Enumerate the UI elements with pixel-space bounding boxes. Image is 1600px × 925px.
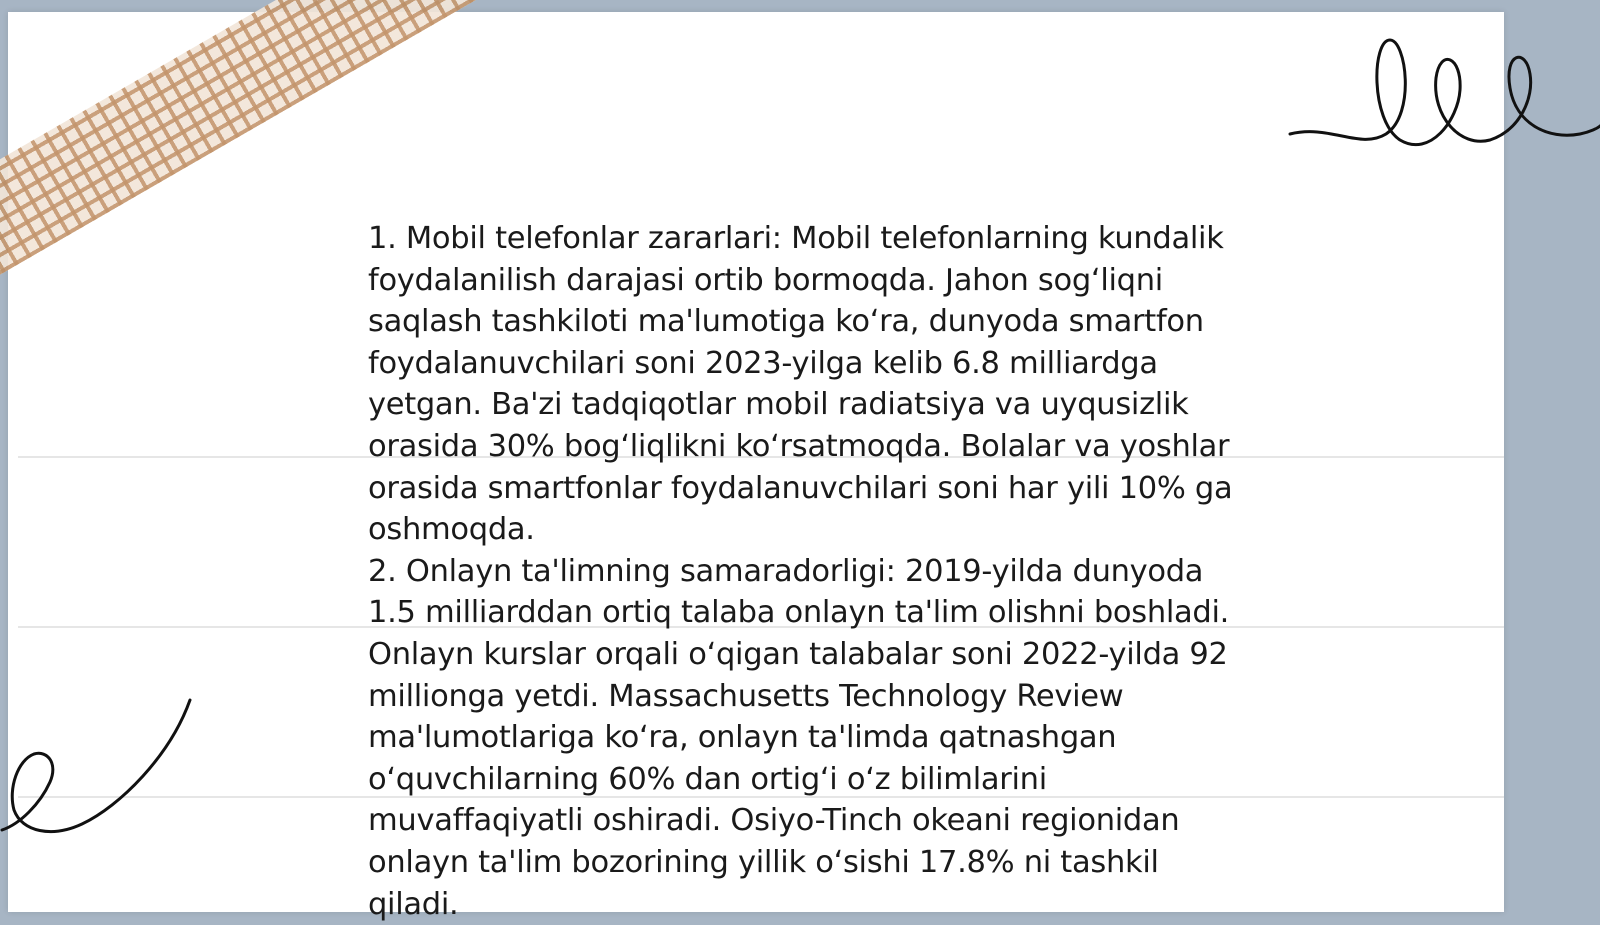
slide-body-text	[368, 218, 1248, 925]
loopy-scribble-icon	[1290, 28, 1600, 168]
loop-check-scribble-icon	[0, 696, 200, 846]
notebook-paper	[8, 12, 1504, 922]
paragraph-online-education: 2. Onlayn ta'limning samaradorligi: 2019-yilda dunyoda 1.5 milliarddan ortiq talaba onlayn ta'lim olishni boshladi. Onlayn kurslar orqali o‘qigan talabalar soni 2022-yilda 92 millionga yetdi. Massachusetts Technology Review ma'lumotlariga ko‘ra, onlayn ta'limda qatnashgan o‘quvchilarning 60% dan ortig‘i o‘z bilimlarini muvaffaqiyatli oshiradi. Osiyo-Tinch okeani regionidan onlayn ta'lim bozorining yillik o‘sishi 17.8% ni tashkil qiladi.	[368, 553, 1230, 922]
paragraph-mobile-phones: 1. Mobil telefonlar zararlari: Mobil telefonlarning kundalik foydalanilish darajasi ortib bormoqda. Jahon sog‘liqni saqlash tashkiloti ma'lumotiga ko‘ra, dunyoda smartfon foydalanuvchilari soni 2023-yilga kelib 6.8 milliardga yetgan. Ba'zi tadqiqotlar mobil radiatsiya va uyqusizlik orasida 30% bog‘liqlikni ko‘rsatmoqda. Bolalar va yoshlar orasida smartfonlar foydalanuvchilari soni har yili 10% ga oshmoqda.	[368, 221, 1233, 548]
